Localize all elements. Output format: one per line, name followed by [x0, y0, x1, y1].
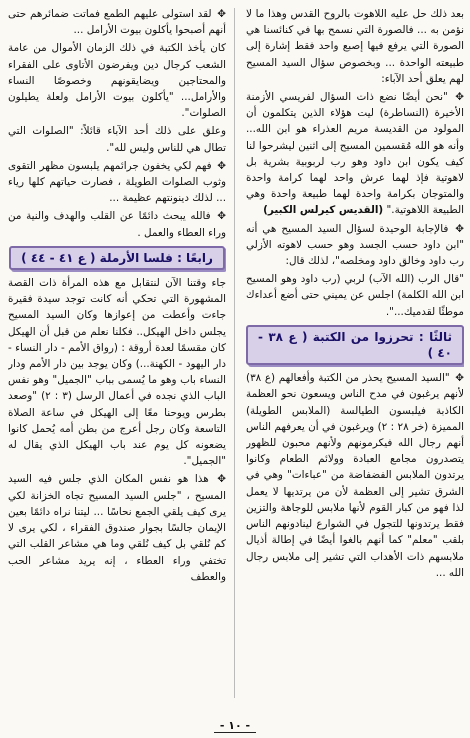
paragraph: وعلق على ذلك أحد الآباء قائلاً: "الصلوات التي تطال هي للناس وليس لله". — [8, 125, 226, 154]
bullet-icon: ✥ — [217, 210, 226, 223]
paragraph: ✥ هذا هو نفس المكان الذي جلس فيه السيد المسيح ، "جلس السيد المسيح تجاه الخزانة لكي يرى كيف يلقي الجمع نحاسًا ... ليتنا نراه دائمًا بعين الإيمان جالسًا بجوار صندوق الفقراء ، لكي يرى لا كم نُلقي بل كيف نُلقي وما هي مشاعر القلب التي تختفي وراء العطاء ، إنه يريد مشاعر الحب والعطف — [8, 473, 226, 583]
paragraph: ✥ فالله يبحث دائمًا عن القلب والهدف والنية من وراء العطاء والعمل . — [8, 210, 226, 239]
paragraph — [246, 89, 464, 219]
paragraph: جاء وقتنا الآن لنتقابل مع هذه المرأة ذات القصة المشهورة التي تحكي أنه كانت توجد سيدة فقيرة جاءت وأعطت من إعوازها وكان السيد المسيح يجلس داخل الهيكل.. فكلنا نعلم من قبل أن الهيكل كان مقسمًا لعدة أروقة : (رواق الأمم - دار النساء - دار اليهود - الكهنة...) وكان يوجد بين دار الأمم ودار النساء باب وهو ما يُسمى بباب "الجميل" وهو نفس الباب الذي نجده في أعمال الرسل (٣ : ٢) "وصعد بطرس ويوحنا معًا إلى الهيكل في ساعة الصلاة التاسعة وكان رجل أعرج من بطن أمه يُحمل كانوا يضعونه كل يوم عند باب الهيكل الذي يقال له "الجميل". — [8, 277, 226, 468]
paragraph: بعد ذلك حل عليه اللاهوت بالروح القدس وهذا ما لا نؤمن به ... فالصورة التي نسمح بها في كنائسنا هي الصورة التي يرفع فيها إصبع واحد فقط إشارة إلى طبيعته الواحدة ... وبخصوص سؤال السيد المسيح لهم يعلق أحد الآباء: — [246, 8, 464, 85]
quote-author: (القديس كيرلس الكبير) — [263, 204, 384, 217]
section-heading-box: رابعًا : فلسا الأرملة ( ع ٤١ - ٤٤ ) — [9, 246, 225, 270]
section-heading — [246, 325, 464, 365]
paragraph: ✥ فالإجابة الوحيدة لسؤال السيد المسيح هي أنه "ابن داود حسب الجسد وهو حسب لاهوته الأزلي رب داود وخالق داود ومخلصه"، لذلك قال: — [246, 222, 464, 268]
column-divider — [234, 8, 235, 698]
page-number: - ١٠ - — [0, 719, 470, 732]
paragraph: ✥ لقد استولى عليهم الطمع فماتت ضمائرهم حتى أنهم أصبحوا يأكلون بيوت الأرامل ... — [8, 8, 226, 37]
bullet-icon: ✥ — [455, 222, 464, 235]
quote-text: "نحن أيضًا نضع ذات السؤال لفريسي الأزمنة الأخيرة (النساطرة) ليت هؤلاء الذين يتكلمون أن المولود من القديسة مريم العذراء هو ابن الله... وأنه هو الله مُقسمين المسيح إلى اثنين ليشرحوا لنا كيف يكون ابن داود وهو رب لربوبية بشرية بل لاهوتية فإذ لهما عرش واحد لهما كرامة واحدة والمتوجان بكرامة واحدة لهما طبيعة واحدة وهي الطبيعة اللاهوتية." — [246, 91, 464, 217]
paragraph: ✥ فهم لكي يخفون جرائمهم يلبسون مظهر التقوى وثوب الصلوات الطويلة ، فصارت حياتهم كلها رياء ... لذلك دينونتهم عظيمة ... — [8, 159, 226, 205]
paragraph: ✥ "السيد المسيح يحذر من الكتبة وأفعالهم (ع ٣٨) لأنهم يرغبون في مدح الناس ويسعون نحو العظمة الكاذبة فيلبسون الطيالسة (الملابس الطويلة) المميزة (خر ٢٨ : ٢) ويرغبون في أن يعرفهم الناس أنهم رجال الله فيكرمونهم ولأنهم محبون للظهور يتصدرون مجامع العبادة وولائم الطعام وكانوا يرتدون الملابس الفضفاضة من "عباءات" وهي في الشرق تشير إلى العظمة لأن من يرتديها لا يعمل لذا فهو من كبار القوم لأنها ملابس للوجاهة والتزين فقط يرتدونها للتجول في الشوارع لينادونهم الناس بلقب "معلم" كما أنهم بالغوا أيضًا في إطالة أذيال ملابسهم ذات الأهداب التي تشير إلى ملابس رجال الله ... — [246, 372, 464, 579]
bullet-icon: ✥ — [217, 473, 226, 486]
bullet-icon: ✥ — [455, 372, 464, 385]
paragraph: "قال الرب (الله الآب) لربي (رب داود وهو المسيح ابن الله الكلمة) اجلس عن يميني حتى أضع أعداءك موطئًا لقدميك...". — [246, 273, 464, 318]
right-column — [246, 6, 464, 706]
section-heading — [8, 246, 226, 270]
section-heading-box: ثالثًا : تحرزوا من الكتبة ( ع ٣٨ - ٤٠ ) — [246, 325, 464, 365]
left-column — [8, 6, 226, 706]
bullet-icon: ✥ — [455, 91, 464, 104]
bullet-icon: ✥ — [217, 159, 226, 172]
paragraph: كان يأخذ الكتبة في ذلك الزمان الأموال من عامة الشعب كرجال دين ويفرضون الأتاوى على الفقراء والمحتاجين ويضايقونهم وخصوصًا النساء والأرامل... "يأكلون بيوت الأرامل ولعلة يطيلون الصلوات". — [8, 42, 226, 120]
bullet-icon: ✥ — [217, 8, 226, 20]
